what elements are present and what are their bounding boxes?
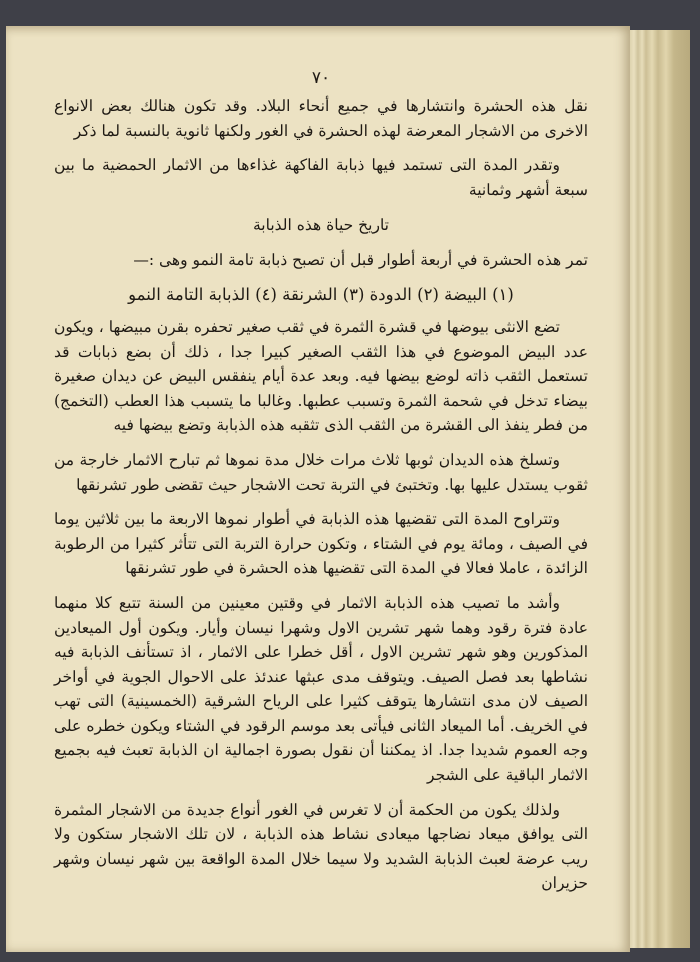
life-stages-list: (١) البيضة (٢) الدودة (٣) الشرنقة (٤) الذبابة التامة النمو xyxy=(128,284,514,304)
page-stack-edge xyxy=(628,30,690,948)
paragraph-8: ولذلك يكون من الحكمة أن لا تغرس في الغور أنواع جديدة من الاشجار المثمرة التى يوافق ميعاد نضاجها ميعادى نشاط هذه الذبابة ، لان تلك الاشجار ستكون ولا ريب عرضة لعبث الذبابة الشديد ولا سيما خلال المدة الواقعة بين شهر نيسان وشهر حزيران xyxy=(54,800,588,893)
paragraph-3: تمر هذه الحشرة في أربعة أطوار قبل أن تصبح ذبابة تامة النمو وهى :— xyxy=(133,251,588,270)
book-page xyxy=(6,26,630,952)
section-heading: تاريخ حياة هذه الذبابة xyxy=(253,216,389,235)
page-number: ٧٠ xyxy=(311,68,331,88)
paragraph-2: وتقدر المدة التى تستمد فيها ذبابة الفاكهة غذاءها من الاثمار الحمضية ما بين سبعة أشهر وثمانية xyxy=(54,156,588,199)
paragraph-4: تضع الانثى بيوضها في قشرة الثمرة في ثقب صغير تحفره بقرن مبيضها ، ويكون عدد البيض الموضوع في هذا الثقب الصغير كبيرا جدا ، ذلك أن بضع ذبابات قد تستعمل الثقب ذاته لوضع بيضها فيه. وبعد عدة أيام ينفقس البيض عن ديدان صغيرة بيضاء تدخل في شحمة الثمرة وتسبب عطبها. وغالبا ما يتسبب هذا العطب (التخمج) من فطر ينفذ الى القشرة من الثقب الذى تثقبه هذه الذبابة وتضع بيضها فيه xyxy=(54,317,588,435)
page-text-block xyxy=(54,68,588,896)
paragraph-1: نقل هذه الحشرة وانتشارها في جميع أنحاء البلاد. وقد تكون هنالك بعض الانواع الاخرى من الاشجار المعرضة لهذه الحشرة في الغور ولكنها ثانوية بالنسبة لما ذكر xyxy=(54,97,588,140)
paragraph-6: وتتراوح المدة التى تقضيها هذه الذبابة في أطوار نموها الاربعة ما بين ثلاثين يوما في الصيف ، ومائة يوم في الشتاء ، وتكون حرارة التربة التى تتأثر كثيرا من الرطوبة الزائدة ، عاملا فعالا في المدة التى تقضيها هذه الحشرة في طور تشرنقها xyxy=(54,510,588,578)
paragraph-5: وتسلخ هذه الديدان ثوبها ثلاث مرات خلال مدة نموها ثم تبارح الاثمار خارجة من ثقوب يستدل عليها بها. وتختبئ في التربة تحت الاشجار حيث تقضى طور تشرنقها xyxy=(54,450,588,494)
paragraph-7: وأشد ما تصيب هذه الذبابة الاثمار في وقتين معينين من السنة تتبع كلا منهما عادة فترة رقود وهما شهر تشرين الاول وشهرا نيسان وأيار. ويكون أول الميعادين المذكورين وهو شهر تشرين الاول ، أقل خطرا على الاثمار ، اذ تستأنف الذبابة فيه نشاطها بعد فصل الصيف. ويتوقف مدى عبثها عندئذ على الاحوال الجوية في أواخر الصيف لان مدى انتشارها يتوقف كثيرا على الرياح الشرقية (الخمسينية) التى تهب في الخريف. أما الميعاد الثانى فيأتى بعد موسم الرقود في الشتاء ويكون خطره على وجه العموم شديدا جدا. اذ يمكننا أن نقول بصورة اجمالية ان الذبابة تعبث فيه بجميع الاثمار الباقية على الشجر xyxy=(54,593,588,785)
